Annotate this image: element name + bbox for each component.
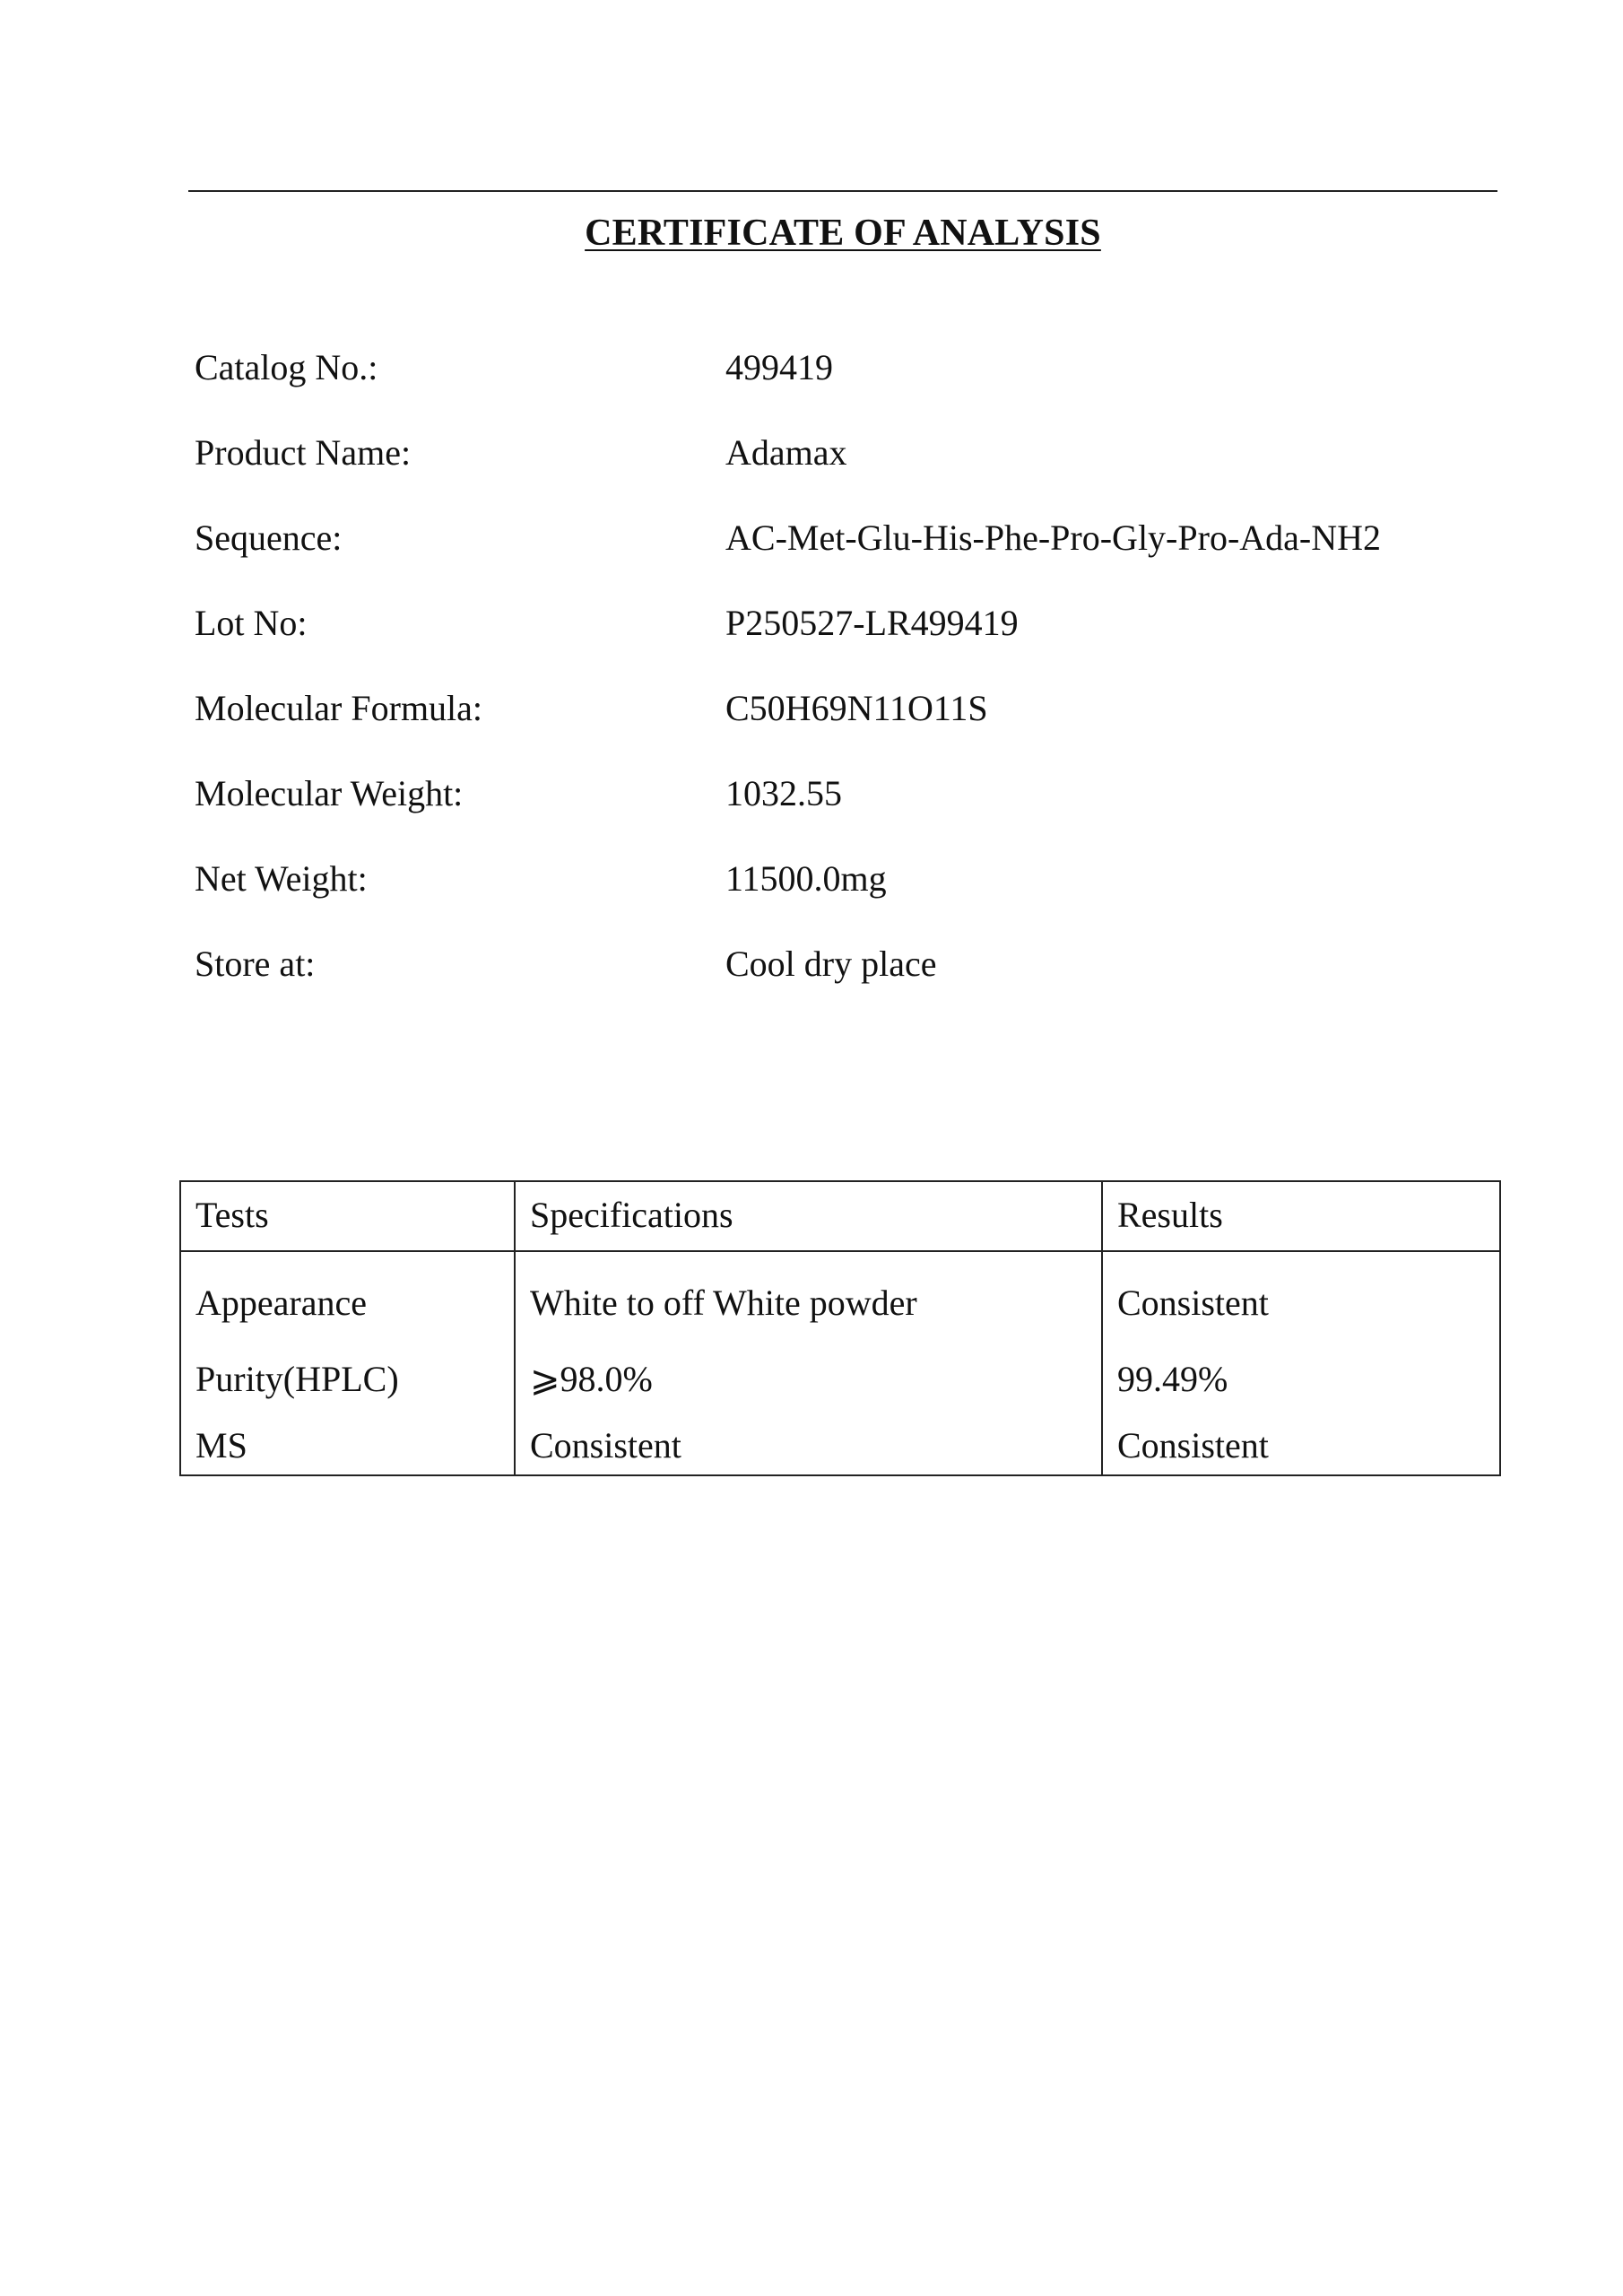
column-header-tests: Tests <box>180 1181 515 1251</box>
info-row-store-at <box>195 938 1495 1023</box>
table-row <box>180 1341 1500 1417</box>
info-row-molecular-formula <box>195 683 1495 768</box>
specification-cell: ⩾98.0% <box>515 1341 1102 1417</box>
info-row-lot-no <box>195 597 1495 683</box>
specification-cell: White to off White powder <box>515 1251 1102 1341</box>
test-cell: Purity(HPLC) <box>180 1341 515 1417</box>
page-title: CERTIFICATE OF ANALYSIS <box>585 213 1101 254</box>
result-cell: Consistent <box>1102 1251 1500 1341</box>
product-info-list <box>195 342 1495 1023</box>
info-row-catalog-no <box>195 342 1495 427</box>
info-value: AC-Met-Glu-His-Phe-Pro-Gly-Pro-Ada-NH2 <box>725 517 1381 558</box>
table-header-row <box>180 1181 1500 1251</box>
info-label: Molecular Weight: <box>195 773 464 813</box>
info-label: Catalog No.: <box>195 347 378 387</box>
info-row-product-name <box>195 427 1495 512</box>
info-value: Adamax <box>725 432 847 473</box>
table-row <box>180 1251 1500 1341</box>
info-label: Sequence: <box>195 517 343 558</box>
header-rule <box>188 190 1497 192</box>
info-value: 1032.55 <box>725 773 842 813</box>
info-row-sequence <box>195 512 1495 597</box>
info-value: Cool dry place <box>725 944 937 984</box>
info-value: 11500.0mg <box>725 858 887 899</box>
test-cell: MS <box>180 1417 515 1475</box>
table-row <box>180 1417 1500 1475</box>
test-results-table <box>179 1180 1501 1476</box>
info-row-net-weight <box>195 853 1495 938</box>
column-header-specifications: Specifications <box>515 1181 1102 1251</box>
info-label: Product Name: <box>195 432 412 473</box>
info-label: Lot No: <box>195 603 308 643</box>
result-cell: Consistent <box>1102 1417 1500 1475</box>
info-value: 499419 <box>725 347 833 387</box>
specification-cell: Consistent <box>515 1417 1102 1475</box>
info-value: P250527-LR499419 <box>725 603 1019 643</box>
info-value: C50H69N11O11S <box>725 688 988 728</box>
column-header-results: Results <box>1102 1181 1500 1251</box>
info-label: Molecular Formula: <box>195 688 483 728</box>
info-label: Store at: <box>195 944 316 984</box>
result-cell: 99.49% <box>1102 1341 1500 1417</box>
test-cell: Appearance <box>180 1251 515 1341</box>
info-label: Net Weight: <box>195 858 368 899</box>
info-row-molecular-weight <box>195 768 1495 853</box>
